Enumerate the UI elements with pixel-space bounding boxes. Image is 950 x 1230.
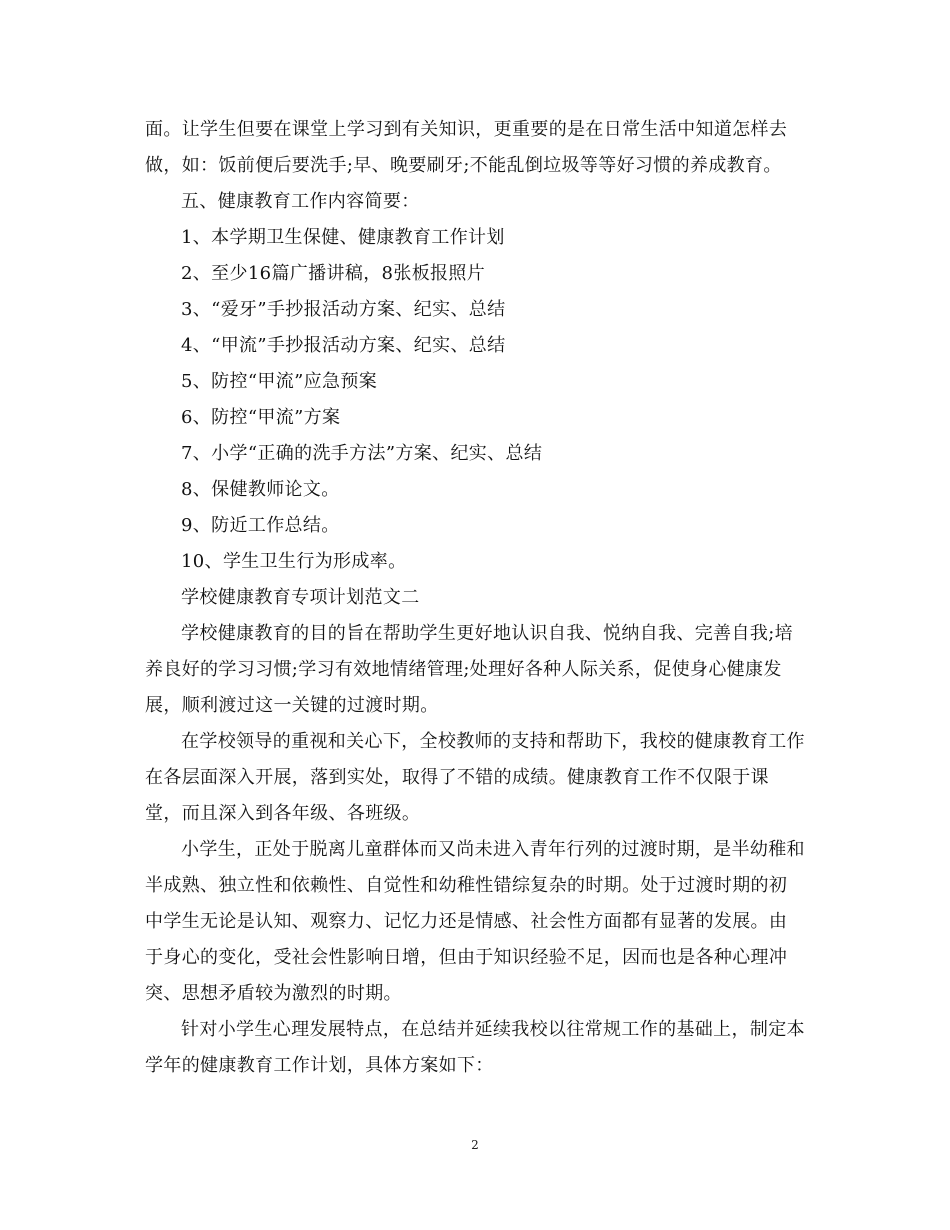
list-item: 6、防控“甲流”方案 xyxy=(181,407,341,428)
list-item: 3、“爱牙”手抄报活动方案、纪实、总结 xyxy=(181,299,506,320)
body-paragraph: 在学校领导的重视和关心下，全校教师的支持和帮助下，我校的健康教育工作在各层面深入开展，落到实处，取得了不错的成绩。健康教育工作不仅限于课堂，而且深入到各年级、各班级。 xyxy=(145,731,805,824)
body-paragraph: 针对小学生心理发展特点，在总结并延续我校以往常规工作的基础上，制定本学年的健康教育工作计划，具体方案如下： xyxy=(145,1019,805,1076)
body-paragraph: 学校健康教育的目的旨在帮助学生更好地认识自我、悦纳自我、完善自我;培养良好的学习习惯;学习有效地情绪管理;处理好各种人际关系，促使身心健康发展，顺利渡过这一关键的过渡时期。 xyxy=(145,623,793,716)
list-item: 1、本学期卫生保健、健康教育工作计划 xyxy=(181,227,505,248)
list-item: 2、至少16篇广播讲稿，8张板报照片 xyxy=(181,263,486,284)
list-item: 10、学生卫生行为形成率。 xyxy=(181,551,407,572)
subtitle-sample-two: 学校健康教育专项计划范文二 xyxy=(181,587,420,608)
document-body xyxy=(145,112,805,1084)
page-number: 2 xyxy=(471,1138,479,1152)
list-item: 4、“甲流”手抄报活动方案、纪实、总结 xyxy=(181,335,506,356)
list-item: 8、保健教师论文。 xyxy=(181,479,340,500)
paragraph-intro-continuation: 面。让学生但要在课堂上学习到有关知识，更重要的是在日常生活中知道怎样去做，如：饭前便后要洗手;早、晚要刷牙;不能乱倒垃圾等等好习惯的养成教育。 xyxy=(145,119,788,176)
section-heading-five: 五、健康教育工作内容简要： xyxy=(181,191,420,212)
list-item: 7、小学“正确的洗手方法”方案、纪实、总结 xyxy=(181,443,543,464)
list-item: 5、防控“甲流”应急预案 xyxy=(181,371,378,392)
body-paragraph: 小学生，正处于脱离儿童群体而又尚未进入青年行列的过渡时期，是半幼稚和半成熟、独立性和依赖性、自觉性和幼稚性错综复杂的时期。处于过渡时期的初中学生无论是认知、观察力、记忆力还是情感、社会性方面都有显著的发展。由于身心的变化，受社会性影响日增，但由于知识经验不足，因而也是各种心理冲突、思想矛盾较为激烈的时期。 xyxy=(145,839,805,1004)
list-item: 9、防近工作总结。 xyxy=(181,515,340,536)
